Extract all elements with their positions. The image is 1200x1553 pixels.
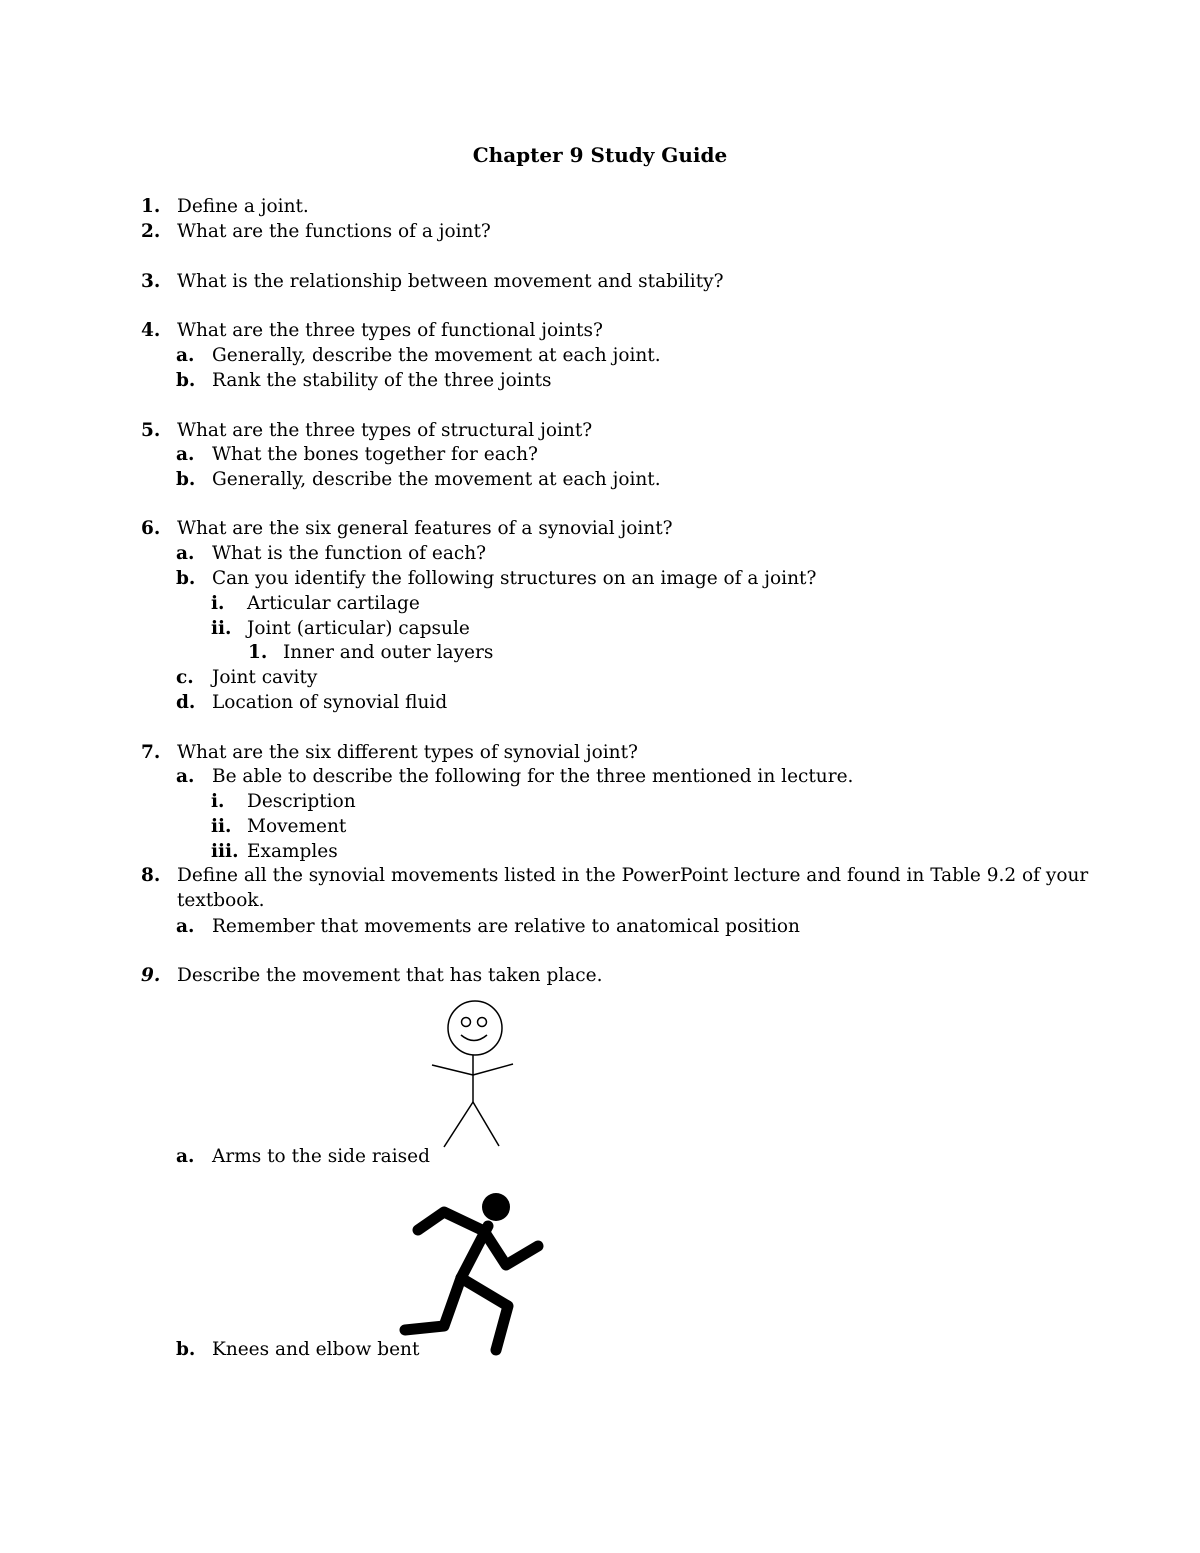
question-number: 4. (141, 320, 161, 341)
subquestion-letter: a. (176, 345, 195, 366)
subquestion-letter: c. (176, 667, 194, 688)
page-title: Chapter 9 Study Guide (472, 143, 728, 167)
subquestion-text: Rank the stability of the three joints (212, 370, 552, 391)
stick-figure-arms-raised-icon (425, 998, 520, 1153)
question-number: 9. (141, 965, 161, 986)
question-text: What is the relationship between movement and stability? (177, 271, 724, 292)
running-figure-icon (398, 1188, 546, 1356)
question-text: What are the functions of a joint? (177, 221, 491, 242)
subquestion-letter: a. (176, 766, 195, 787)
item-text: Description (247, 791, 356, 812)
subquestion-letter: a. (176, 1146, 195, 1167)
subquestion-letter: b. (176, 469, 196, 490)
roman-numeral: ii. (211, 618, 232, 639)
item-text: Movement (247, 816, 347, 837)
subquestion-text: Can you identify the following structures on an image of a joint? (212, 568, 817, 589)
subquestion-letter: b. (176, 568, 196, 589)
subquestion-text: Generally, describe the movement at each joint. (212, 469, 661, 490)
question-text: Define all the synovial movements listed in the PowerPoint lecture and found in Table 9.2 of your (177, 865, 1089, 886)
subquestion-letter: b. (176, 1339, 196, 1360)
subquestion-text: Remember that movements are relative to anatomical position (212, 916, 800, 937)
subquestion-text: Joint cavity (212, 667, 318, 688)
roman-numeral: iii. (211, 841, 239, 862)
subquestion-letter: b. (176, 370, 196, 391)
subquestion-letter: d. (176, 692, 196, 713)
question-number: 5. (141, 420, 161, 441)
question-text-continued: textbook. (177, 890, 265, 911)
subquestion-text: What is the function of each? (212, 543, 487, 564)
question-number: 6. (141, 518, 161, 539)
question-number: 3. (141, 271, 161, 292)
subquestion-text: Be able to describe the following for the three mentioned in lecture. (212, 766, 854, 787)
subquestion-text: What the bones together for each? (212, 444, 538, 465)
roman-numeral: ii. (211, 816, 232, 837)
subquestion-letter: a. (176, 543, 195, 564)
item-text: Articular cartilage (247, 593, 420, 614)
roman-numeral: i. (211, 791, 225, 812)
question-text: Describe the movement that has taken place. (177, 965, 603, 986)
item-text: Joint (articular) capsule (247, 618, 470, 639)
question-number: 7. (141, 742, 161, 763)
item-text: Examples (247, 841, 338, 862)
question-text: What are the six general features of a synovial joint? (177, 518, 673, 539)
subquestion-text: Arms to the side raised (212, 1146, 430, 1167)
question-text: Define a joint. (177, 196, 309, 217)
question-text: What are the three types of structural joint? (177, 420, 593, 441)
item-text: Inner and outer layers (283, 642, 494, 663)
question-number: 8. (141, 865, 161, 886)
subquestion-letter: a. (176, 444, 195, 465)
question-number: 1. (141, 196, 161, 217)
question-text: What are the six different types of synovial joint? (177, 742, 638, 763)
subquestion-text: Knees and elbow bent (212, 1339, 420, 1360)
subquestion-text: Generally, describe the movement at each joint. (212, 345, 661, 366)
question-text: What are the three types of functional joints? (177, 320, 603, 341)
subquestion-text: Location of synovial fluid (212, 692, 448, 713)
roman-numeral: i. (211, 593, 225, 614)
item-number: 1. (248, 642, 268, 663)
question-number: 2. (141, 221, 161, 242)
subquestion-letter: a. (176, 916, 195, 937)
